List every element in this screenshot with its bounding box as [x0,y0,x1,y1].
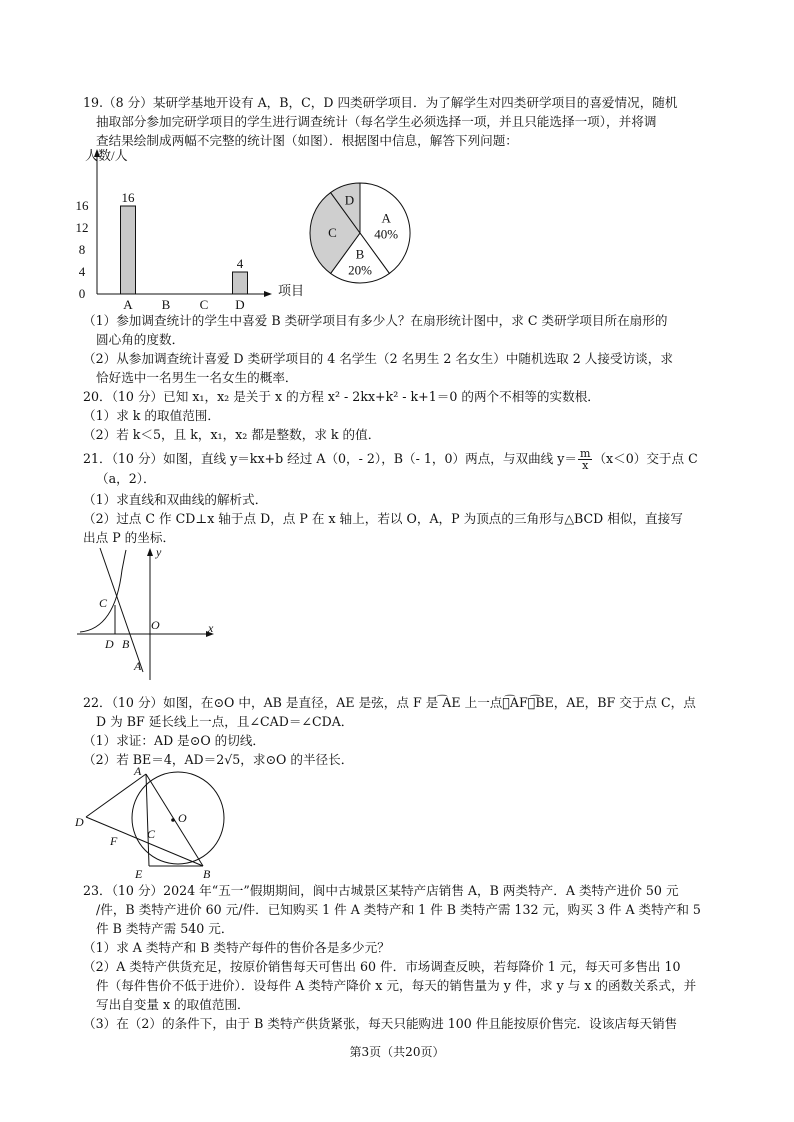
bar-chart-xlabel: 项目 [278,283,305,298]
bar-chart-ytick: 4 [78,264,86,279]
q21-label-d: D [105,637,114,651]
q23-part2-line2: 件（每件售价不低于进价）．设每件 A 类特产降价 x 元，每天的销售量为 y 件，求 y 与 x 的函数关系式，并 [96,978,697,993]
q20-part1: （1）求 k 的取值范围． [83,408,220,423]
q22-label-o: O [178,811,187,825]
bar-chart-ytick: 12 [75,220,89,235]
q20-stem: 20．（10 分）已知 x₁，x₂ 是关于 x 的方程 x² - 2kx+k² - k+1＝0 的两个不相等的实数根． [83,389,600,404]
q23-part2-line1: （2）A 类特产供货充足，按原价销售每天可售出 60 件．市场调查反映，若每降价 1 元，每天可多售出 10 [83,959,681,974]
q19-line-3: 查结果绘制成两幅不完整的统计图（如图）．根据图中信息，解答下列问题： [96,133,518,148]
q21-part1: （1）求直线和双曲线的解析式． [83,492,268,507]
q22-label-d: D [75,815,84,829]
q22-line-1: 22．（10 分）如图，在⊙O 中，AB 是直径，AE 是弦，点 F 是 ͡AE 上一点，͡AF＝͡BE，AE，BF 交于点 C，点 [83,695,696,710]
q23-line-1: 23．（10 分）2024 年“五一”假期期间，阆中古城景区某特产店销售 A，B 两类特产．A 类特产进价 50 元 [83,883,679,898]
q21-line-1 [83,448,698,471]
bar-chart-ytick: 16 [75,198,89,213]
pie-label-d: D [344,192,355,208]
pie-percent-b: 20% [348,262,372,278]
q19-line-2: 抽取部分参加完研学项目的学生进行调查统计（每名学生必须选择一项，并且只能选择一项），并将调 [96,114,657,129]
q22-figure [72,762,232,880]
pie-chart [305,178,415,288]
q19-part1-line2: 圆心角的度数． [96,332,185,347]
bar-chart-ytick: 0 [78,286,86,301]
q19-line-1: 19.（8 分）某研学基地开设有 A，B，C，D 四类研学项目．为了解学生对四类研学项目的喜爱情况，随机 [83,95,678,110]
bar-chart-ytick: 8 [78,242,86,257]
q22-part1: （1）求证：AD 是⊙O 的切线． [83,733,266,748]
q22-label-f: F [110,834,118,848]
q21-line [100,548,143,672]
q21-line1-text: 21．（10 分）如图，直线 y＝kx+b 经过 A（0，- 2），B（- 1，0）两点，与双曲线 y＝ [83,451,577,466]
pie-label-b: B [355,246,365,262]
bar-chart-category-label: A [123,297,133,312]
q23-part2-line3: 写出自变量 x 的取值范围． [96,997,250,1012]
q23-line-2: /件，B 类特产进价 60 元/件．已知购买 1 件 A 类特产和 1 件 B 类特产需 132 元，购买 3 件 A 类特产和 5 [96,902,701,917]
pie-label-a: A [381,210,391,226]
q21-label-c: C [99,596,108,610]
q21-hyperbola [80,550,126,632]
q22-center-dot [171,818,175,822]
q21-label-o: O [151,618,160,632]
q22-label-b: B [203,867,211,881]
q20-part2: （2）若 k＜5，且 k，x₁，x₂ 都是整数，求 k 的值． [83,427,381,442]
q19-part2-line2: 恰好选中一名男生一名女生的概率． [96,370,298,385]
q21-fraction [578,448,592,471]
q22-part2: （2）若 BE＝4，AD＝2√5，求⊙O 的半径长． [83,752,354,767]
page-footer: 第3页（共20页） [349,1045,445,1059]
bar-value-label: 16 [121,190,135,205]
q23-part3-line1: （3）在（2）的条件下，由于 B 类特产供货紧张，每天只能购进 100 件且能按原价售完．设该店每天销售 [83,1016,678,1031]
q21-y-arrow [147,548,153,556]
q22-label-e: E [135,867,143,881]
bar-chart-category-label: C [199,297,209,312]
q21-label-y: y [156,545,162,559]
bar-a [121,206,136,294]
pie-label-c: C [328,225,337,240]
q21-frac-num: m [580,447,591,460]
q23-part1: （1）求 A 类特产和 B 类特产每件的售价各是多少元？ [83,940,390,955]
q23-line-3: 件 B 类特产需 540 元． [96,921,234,936]
bar-value-label: 4 [236,256,244,271]
q22-segment-da [86,774,146,817]
bar-chart-category-label: B [161,297,171,312]
q22-line-2: D 为 BF 延长线上一点，且∠CAD＝∠CDA． [96,714,354,729]
q21-line1-tail: （x＜0）交于点 C [593,451,698,466]
q19-part1-line1: （1）参加调查统计的学生中喜爱 B 类研学项目有多少人？在扇形统计图中，求 C 类研学项目所在扇形的 [83,313,668,328]
q21-label-a: A [134,659,142,673]
bar-chart-category-label: D [235,297,245,312]
bar-chart [70,145,305,315]
q22-label-c: C [147,827,156,841]
q21-label-b: B [122,637,130,651]
q21-part2-line2: 出点 P 的坐标． [83,530,176,545]
q21-frac-den: x [582,459,589,472]
q22-label-a: A [134,764,142,778]
pie-percent-a: 40% [374,226,399,242]
bar-d [233,272,248,294]
bar-chart-ylabel: 人数/人 [85,148,128,163]
q21-part2-line1: （2）过点 C 作 CD⊥x 轴于点 D，点 P 在 x 轴上，若以 O，A，P 为顶点的三角形与△BCD 相似，直接写 [83,511,683,526]
q19-part2-line1: （2）从参加调查统计喜爱 D 类研学项目的 4 名学生（2 名男生 2 名女生）中随机选取 2 人接受访谈，求 [83,351,673,366]
q21-figure [72,540,222,685]
q21-line-2: （a，2）． [96,471,156,486]
q21-label-x: x [208,621,214,635]
x-axis-arrow [264,291,272,297]
